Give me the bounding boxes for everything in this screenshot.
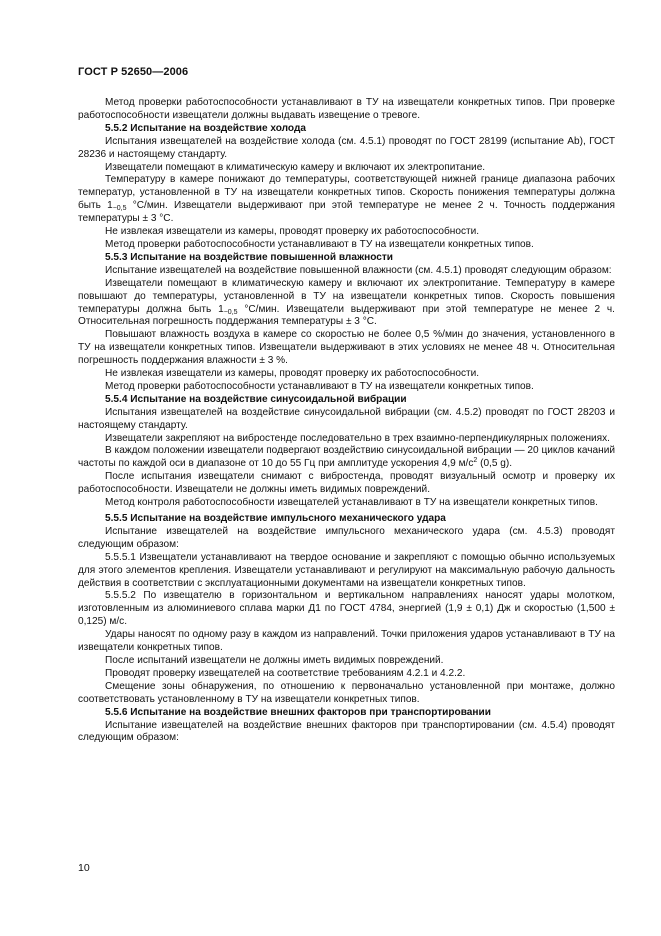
- paragraph: Метод проверки работоспособности устанавливают в ТУ на извещатели конкретных типов.: [105, 238, 534, 250]
- paragraph: Извещатели помещают в климатическую камеру и включают их электропитание.: [105, 161, 486, 173]
- paragraph-temperature-rate: Температуру в камере понижают до температуры, соответствующей нижней границе диапазона рабочих температур, установленной в ТУ на извещатели конкретных типов. Скорость понижения температуры должна быть $1_{-0,5}$ °С/мин. Извещатели выдерживают при этой температуре не менее 2 ч. Точность поддержания температуры ± 3 °С.: [78, 174, 615, 225]
- tolerance-subscript: −0,5: [112, 205, 127, 213]
- section-heading-5-5-6: 5.5.6 Испытание на воздействие внешних факторов при транспортировании: [105, 706, 491, 718]
- paragraph-vibration: В каждом положении извещатели подвергают воздействию синусоидальной вибрации — 20 циклов качаний частоты по каждой оси в диапазоне от 10 до 55 Гц при амплитуде ускорения 4,9 $м/с^2$ (0,5 g).: [78, 445, 615, 470]
- document-header: ГОСТ Р 52650—2006: [78, 66, 189, 78]
- paragraph-temperature-rate: Извещатели помещают в климатическую камеру и включают их электропитание. Температуру в камере повышают до температуры, установленной в ТУ на извещатели конкретных типов. Скорость повышения температуры должна быть $1_{-0,5}$ °С/мин. Извещатели выдерживают при этой температуре не менее 2 ч. Относительная погрешность поддержания температуры ± 3 °С.: [78, 277, 615, 328]
- section-heading-5-5-4: 5.5.4 Испытание на воздействие синусоидальной вибрации: [105, 393, 407, 405]
- paragraph: Не извлекая извещатели из камеры, проводят проверку их работоспособности.: [105, 368, 480, 380]
- page-number: 10: [78, 862, 90, 874]
- paragraph: 5.5.5.2 По извещателю в горизонтальном и вертикальном направлениях наносят удары молотком, изготовленным из алюминиевого сплава марки Д1 по ГОСТ 4784, энергией (1,9 ± 0,1) Дж и скоростью (1,500 ± 0,125) м/с.: [78, 590, 615, 628]
- paragraph: Не извлекая извещатели из камеры, проводят проверку их работоспособности.: [105, 226, 480, 238]
- paragraph: Удары наносят по одному разу в каждом из направлений. Точки приложения ударов устанавливают в ТУ на извещатели конкретных типов.: [78, 629, 615, 654]
- document-body: [78, 97, 615, 745]
- paragraph: Испытания извещателей на воздействие холода (см. 4.5.1) проводят по ГОСТ 28199 (испытание Ab), ГОСТ 28236 и настоящему стандарту.: [78, 135, 615, 160]
- paragraph: Повышают влажность воздуха в камере со скоростью не более 0,5 %/мин до значения, установленного в ТУ на извещатели конкретных типов. Извещатели выдерживают в этих условиях не менее 48 ч. Относительная погрешность поддержания влажности ± 3 %.: [78, 329, 615, 367]
- paragraph: Проводят проверку извещателей на соответствие требованиям 4.2.1 и 4.2.2.: [105, 667, 466, 679]
- paragraph: Извещатели закрепляют на вибростенде последовательно в трех взаимно-перпендикулярных положениях.: [105, 432, 610, 444]
- paragraph: Испытание извещателей на воздействие импульсного механического удара (см. 4.5.3) проводят следующим образом:: [78, 525, 615, 550]
- section-heading-5-5-3: 5.5.3 Испытание на воздействие повышенной влажности: [105, 251, 393, 263]
- paragraph: Испытания извещателей на воздействие синусоидальной вибрации (см. 4.5.2) проводят по ГОСТ 28203 и настоящему стандарту.: [78, 406, 615, 431]
- tolerance-subscript: −0,5: [223, 308, 238, 316]
- paragraph: Смещение зоны обнаружения, по отношению к первоначально установленной при монтаже, должно соответствовать установленному в ТУ на извещатели конкретных типов.: [78, 680, 615, 705]
- section-heading-5-5-2: 5.5.2 Испытание на воздействие холода: [105, 122, 306, 134]
- paragraph: Метод контроля работоспособности извещателей устанавливают в ТУ на извещатели конкретных типов.: [105, 497, 598, 509]
- paragraph: Метод проверки работоспособности устанавливают в ТУ на извещатели конкретных типов.: [105, 380, 534, 392]
- paragraph-intro: Метод проверки работоспособности устанавливают в ТУ на извещатели конкретных типов. При проверке работоспособности извещатели должны выдавать извещение о тревоге.: [78, 97, 615, 121]
- paragraph: После испытаний извещатели не должны иметь видимых повреждений.: [105, 654, 444, 666]
- paragraph: Испытание извещателей на воздействие повышенной влажности (см. 4.5.1) проводят следующим образом:: [105, 264, 612, 276]
- paragraph: 5.5.5.1 Извещатели устанавливают на твердое основание и закрепляют с помощью обычно используемых для этого элементов крепления. Извещатели устанавливают и регулируют на максимальную рабочую дальность действия в соответствии с эксплуатационными документами на извещатели конкретных типов.: [78, 551, 615, 589]
- paragraph: Испытание извещателей на воздействие внешних факторов при транспортировании (см. 4.5.4) проводят следующим образом:: [78, 719, 615, 744]
- section-heading-5-5-5: 5.5.5 Испытание на воздействие импульсного механического удара: [105, 513, 446, 524]
- exponent-superscript: 2: [473, 457, 478, 465]
- paragraph: После испытания извещатели снимают с вибростенда, проводят визуальный осмотр и проверку их работоспособности. Извещатели не должны иметь видимых повреждений.: [78, 471, 615, 496]
